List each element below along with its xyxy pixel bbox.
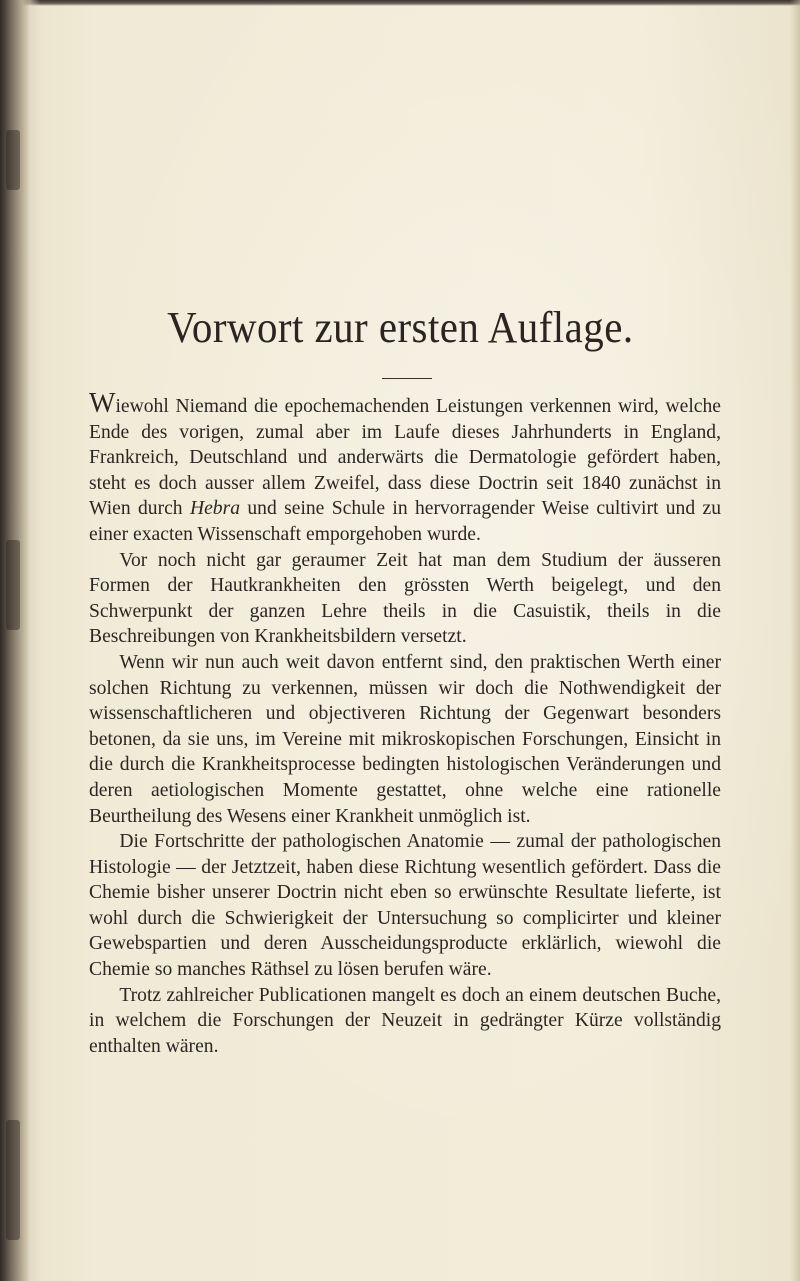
paragraph-3: Wenn wir nun auch weit davon entfernt sind, den praktischen Werth einer solchen Richtung zu verkennen, müssen wir doch die Nothwendigkeit der wissenschaftlicheren und objectiveren Richtung der Gegenwart besonders betonen, da sie uns, im Vereine mit mikroskopischen Forschungen, Einsicht in die durch die Krankheitsprocesse bedingten histologischen Veränderungen und deren aetiologischen Momente gestattet, ohne welche eine rationelle Beurtheilung des Wesens einer Krankheit unmöglich ist. [89,651,721,827]
book-binding-shadow [0,0,40,1281]
paragraph-4: Die Fortschritte der pathologischen Anatomie — zumal der pathologischen Histologie — der Jetztzeit, haben diese Richtung wesentlich gefördert. Dass die Chemie bisher unserer Doctrin nicht eben so erwünschte Resultate lieferte, ist wohl durch die Schwierigkeit der Untersuchung so complicirter und kleiner Gewebspartien und deren Ausscheidungsproducte erklärlich, wiewohl die Chemie so manches Räthsel zu lösen berufen wäre. [89,831,721,981]
binding-stain [6,1120,20,1240]
paragraph-2: Vor noch nicht gar geraumer Zeit hat man dem Studium der äusseren Formen der Hautkrankheiten den grössten Werth beigelegt, und den Schwerpunkt der ganzen Lehre theils in die Casuistik, theils in die Beschreibungen von Krankheitsbildern versetzt. [89,549,721,648]
binding-stain [6,540,20,630]
page-edge-right [790,0,800,1281]
paragraph-1-text-end: und seine Schule in hervorragender Weise cultivirt und zu einer exacten Wissenschaft emporgehoben wurde. [89,498,721,545]
paragraph-1-text-start: iewohl Niemand die epochemachenden Leistungen verkennen wird, welche Ende des vorigen, zumal aber im Laufe dieses Jahrhunderts in England, Frankreich, Deutschland und anderwärts die Dermatologie gefördert haben, steht es doch ausser allem Zweifel, dass diese Doctrin seit 1840 zunächst in Wien durch [89,396,721,520]
title-divider [382,378,432,379]
person-name-hebra: Hebra [189,498,241,520]
preface-body [89,388,721,1059]
binding-stain [6,130,20,190]
paragraph-5: Trotz zahlreicher Publicationen mangelt es doch an einem deutschen Buche, in welchem die Forschungen der Neuzeit in gedrängter Kürze vollständig enthalten wären. [89,984,721,1057]
paragraph-1 [89,388,721,548]
page-title: Vorwort zur ersten Auflage. [167,303,634,352]
initial-letter: W [89,388,116,419]
scan-edge-top [0,0,800,6]
